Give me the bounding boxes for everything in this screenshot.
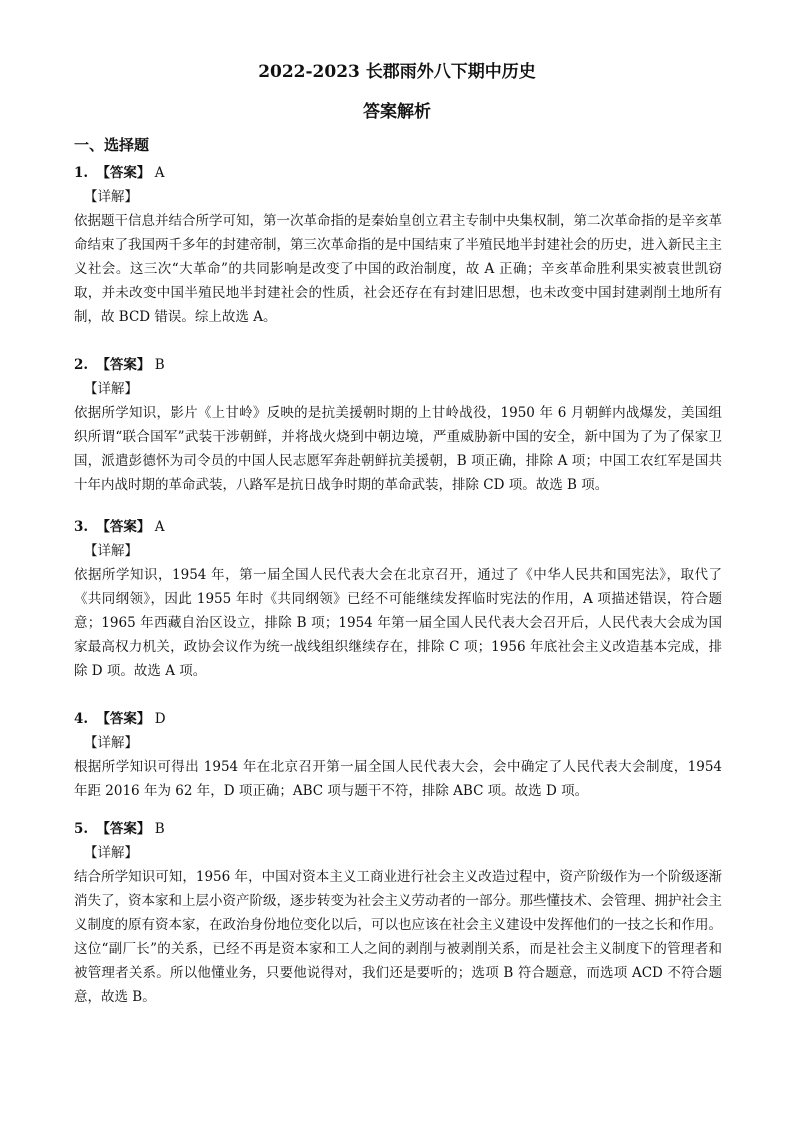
detail-label: 【详解】 (84, 543, 138, 559)
answer-label: 【答案】 (96, 821, 151, 837)
answer-value: A (154, 519, 165, 535)
answer-line (74, 353, 722, 377)
answer-line (74, 515, 722, 539)
explanation-text: 依据所学知识，1954 年，第一届全国人民代表大会在北京召开，通过了《中华人民共和国宪法》，取代了《共同纲领》，因此 1955 年时《共同纲领》已经不可能继续发挥临时宪法的作用，A 项描述错误，符合题意；1965 年西藏自治区设立，排除 B 项；1954 年第一届全国人民代表大会召开后，人民代表大会成为国家最高权力机关，政协会议作为统一战线组织继续存在，排除 C 项；1956 年底社会主义改造基本完成，排除 D 项。故选 A 项。 (74, 567, 722, 679)
answer-label: 【答案】 (96, 519, 151, 535)
question-number: 3. (74, 519, 89, 535)
question-number: 2. (74, 357, 89, 373)
answer-label: 【答案】 (96, 711, 151, 727)
question-item (74, 817, 722, 1027)
explanation-text: 依据所学知识，影片《上甘岭》反映的是抗美援朝时期的上甘岭战役，1950 年 6 月朝鲜内战爆发，美国组织所谓“联合国军”武装干涉朝鲜，并将战火烧到中朝边境，严重威胁新中国的安全，新中国为了为了保家卫国，派遣彭德怀为司令员的中国人民志愿军奔赴朝鲜抗美援朝，B 项正确，排除 A 项；中国工农红军是国共十年内战时期的革命武装，八路军是抗日战争时期的革命武装，排除 CD 项。故选 B 项。 (74, 405, 722, 493)
answer-line (74, 707, 722, 731)
explanation-text: 依据题干信息并结合所学可知，第一次革命指的是秦始皇创立君主专制中央集权制，第二次革命指的是辛亥革命结束了我国两千多年的封建帝制，第三次革命指的是中国结束了半殖民地半封建社会的历史，进入新民主主义社会。这三次“大革命”的共同影响是改变了中国的政治制度，故 A 正确；辛亥革命胜利果实被袁世凯窃取，并未改变中国半殖民地半封建社会的性质，社会还存在有封建旧思想，也未改变中国封建剥削土地所有制，故 BCD 错误。综上故选 A。 (74, 213, 722, 325)
document-title: 2022-2023 长郡雨外八下期中历史 (258, 62, 536, 82)
answer-value: B (154, 821, 165, 837)
answer-label: 【答案】 (96, 165, 151, 181)
detail-label: 【详解】 (84, 189, 138, 205)
answer-label: 【答案】 (96, 357, 151, 373)
answer-line (74, 161, 722, 185)
question-number: 5. (74, 821, 89, 837)
document-subtitle: 答案解析 (363, 102, 431, 122)
explanation-text: 根据所学知识可得出 1954 年在北京召开第一届全国人民代表大会，会中确定了人民代表大会制度，1954 年距 2016 年为 62 年，D 项正确；ABC 项与题干不符，排除 ABC 项。故选 D 项。 (74, 759, 722, 799)
explanation-text: 结合所学知识可知，1956 年，中国对资本主义工商业进行社会主义改造过程中，资产阶级作为一个阶级逐渐消失了，资本家和上层小资产阶级，逐步转变为社会主义劳动者的一部分。那些懂技术、会管理、拥护社会主义制度的原有资本家，在政治身份地位变化以后，可以也应该在社会主义建设中发挥他们的一技之长和作用。这位“副厂长”的关系，已经不再是资本家和工人之间的剥削与被剥削关系，而是社会主义制度下的管理者和被管理者关系。所以他懂业务，只要他说得对，我们还是要听的；选项 B 符合题意，而选项 ACD 不符合题意，故选 B。 (74, 869, 722, 1005)
question-number: 1. (74, 165, 89, 181)
question-item (74, 161, 722, 353)
questions-list (74, 161, 722, 1027)
answer-value: B (154, 357, 165, 373)
detail-label: 【详解】 (84, 381, 138, 397)
question-item (74, 515, 722, 707)
question-item (74, 353, 722, 515)
question-number: 4. (74, 711, 89, 727)
answer-value: A (154, 165, 165, 181)
answer-value: D (154, 711, 166, 727)
detail-label: 【详解】 (84, 845, 138, 861)
detail-label: 【详解】 (84, 735, 138, 751)
question-item (74, 707, 722, 817)
section-heading: 一、选择题 (74, 136, 150, 154)
answer-line (74, 817, 722, 841)
